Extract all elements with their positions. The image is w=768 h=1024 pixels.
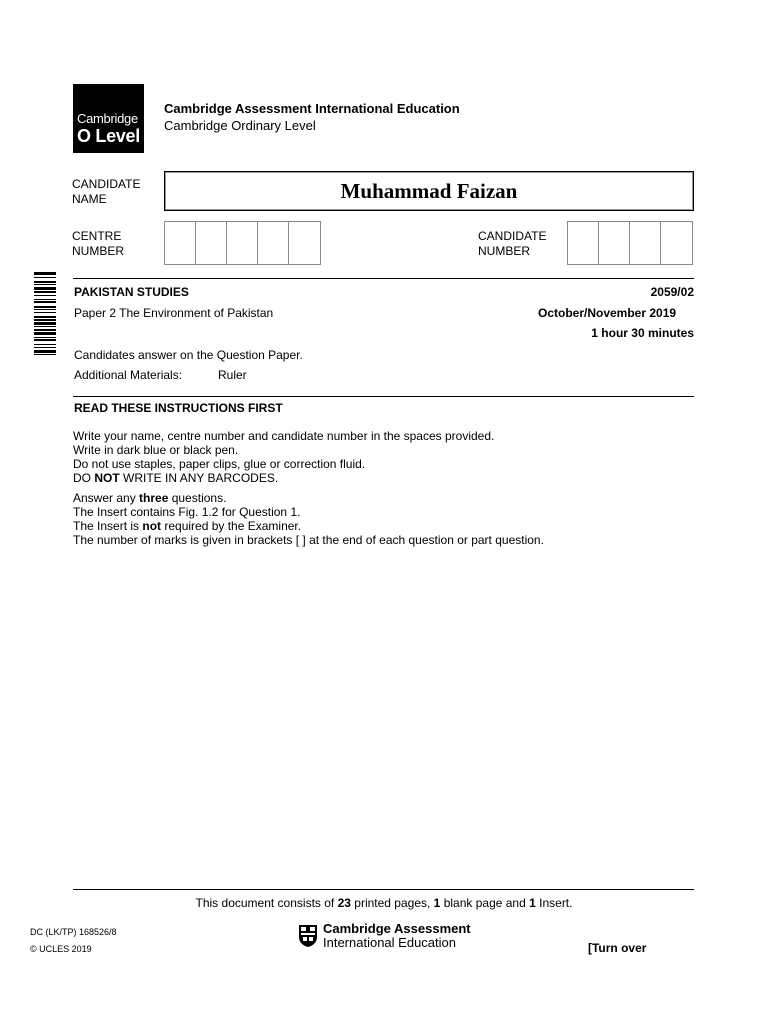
instructions-list <box>73 429 544 547</box>
instruction-line: The Insert is not required by the Examiner. <box>73 519 302 533</box>
org-name-line2: International Education <box>323 935 456 950</box>
paper-code: 2059/02 <box>650 285 694 299</box>
materials-value: Ruler <box>218 368 247 382</box>
candidate-name-label: CANDIDATE NAME <box>72 177 141 206</box>
paper-title: Paper 2 The Environment of Pakistan <box>74 306 274 320</box>
centre-number-boxes[interactable] <box>164 221 321 265</box>
candidate-number-digit-box[interactable] <box>630 222 661 264</box>
page-count-note: This document consists of 23 printed pages, 1 blank page and 1 Insert. <box>195 896 573 910</box>
centre-number-digit-box[interactable] <box>165 222 196 264</box>
exam-session: October/November 2019 <box>538 306 677 320</box>
instruction-line: Answer any three questions. <box>73 491 227 505</box>
answer-note: Candidates answer on the Question Paper. <box>74 348 303 362</box>
candidate-number-digit-box[interactable] <box>661 222 692 264</box>
candidate-name-field[interactable] <box>164 171 694 211</box>
divider-footer <box>73 889 694 890</box>
instructions-heading: READ THESE INSTRUCTIONS FIRST <box>74 401 283 415</box>
centre-number-digit-box[interactable] <box>289 222 320 264</box>
divider-instructions <box>73 396 694 397</box>
divider-top <box>73 278 694 279</box>
subject-title: PAKISTAN STUDIES <box>74 285 189 299</box>
instruction-line: DO NOT WRITE IN ANY BARCODES. <box>73 471 279 485</box>
instruction-line: Write your name, centre number and candidate number in the spaces provided. <box>73 429 495 443</box>
instruction-line: Write in dark blue or black pen. <box>73 443 239 457</box>
document-reference: DC (LK/TP) 168526/8 <box>30 927 117 937</box>
materials-label: Additional Materials: <box>74 368 183 382</box>
logo-line2: O Level <box>77 126 140 146</box>
turn-over-note: [Turn over <box>588 941 647 955</box>
instruction-line: The Insert contains Fig. 1.2 for Question 1. <box>73 505 301 519</box>
instruction-line: Do not use staples, paper clips, glue or correction fluid. <box>73 457 366 471</box>
exam-duration: 1 hour 30 minutes <box>591 326 694 340</box>
candidate-number-label: CANDIDATE NUMBER <box>478 229 547 258</box>
candidate-number-boxes[interactable] <box>567 221 693 265</box>
cambridge-assessment-logo <box>298 922 471 950</box>
candidate-number-digit-box[interactable] <box>568 222 599 264</box>
barcode-bar <box>34 355 56 357</box>
candidate-name-value: Muhammad Faizan <box>340 178 518 203</box>
logo-line1: Cambridge <box>77 111 138 126</box>
cambridge-shield-icon <box>298 924 318 948</box>
centre-number-digit-box[interactable] <box>258 222 289 264</box>
centre-number-digit-box[interactable] <box>196 222 227 264</box>
org-name-line1: Cambridge Assessment <box>323 921 471 936</box>
centre-number-label: CENTRE NUMBER <box>72 229 125 258</box>
barcode <box>34 272 56 414</box>
cambridge-o-level-logo <box>73 84 144 153</box>
instruction-line: The number of marks is given in brackets [ ] at the end of each question or part question. <box>73 533 544 547</box>
candidate-number-digit-box[interactable] <box>599 222 630 264</box>
qualification-subtitle: Cambridge Ordinary Level <box>164 118 316 133</box>
exam-board-title: Cambridge Assessment International Education <box>164 101 460 116</box>
centre-number-digit-box[interactable] <box>227 222 258 264</box>
copyright: © UCLES 2019 <box>30 944 92 954</box>
